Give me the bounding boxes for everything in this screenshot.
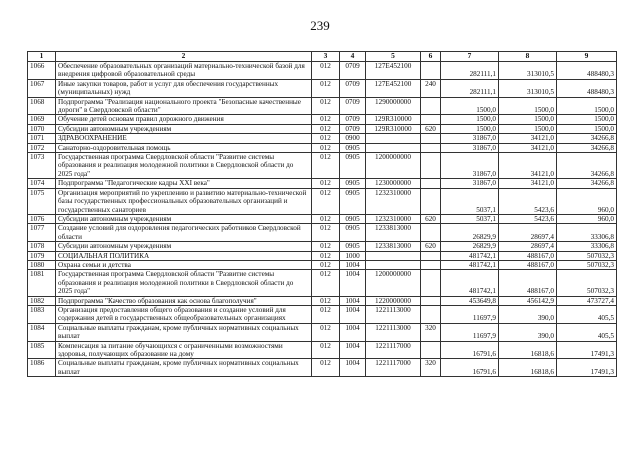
item-name-cell: Субсидии автономным учреждениям (56, 214, 312, 223)
section-code-cell: 0709 (340, 124, 366, 133)
row-number-cell: 1075 (28, 188, 56, 214)
item-name-cell: Иные закупки товаров, работ и услуг для обеспечения государственных (муниципальных) нужд (56, 79, 312, 97)
table-row (28, 341, 617, 359)
amount-year3-cell: 34266,8 (557, 179, 617, 188)
row-number-cell: 1068 (28, 97, 56, 115)
amount-year3-cell: 34266,8 (557, 143, 617, 152)
item-name-cell: Субсидии автономным учреждениям (56, 242, 312, 251)
table-row (28, 115, 617, 124)
row-number-cell: 1067 (28, 79, 56, 97)
section-code-cell: 0905 (340, 188, 366, 214)
amount-year3-cell: 488480,3 (557, 79, 617, 97)
target-article-cell: 1232310000 (366, 188, 421, 214)
amount-year3-cell: 507032,3 (557, 251, 617, 260)
amount-year1-cell: 16791,6 (441, 341, 499, 359)
table-body (28, 62, 617, 377)
table-row (28, 260, 617, 269)
section-code-cell: 0905 (340, 153, 366, 179)
amount-year2-cell: 313010,5 (499, 79, 557, 97)
ministry-code-cell: 012 (312, 251, 340, 260)
amount-year1-cell: 31867,0 (441, 179, 499, 188)
amount-year2-cell: 488167,0 (499, 251, 557, 260)
section-code-cell: 1004 (340, 341, 366, 359)
ministry-code-cell: 012 (312, 359, 340, 377)
amount-year2-cell: 1500,0 (499, 124, 557, 133)
target-article-cell: 1230000000 (366, 179, 421, 188)
amount-year2-cell: 390,0 (499, 323, 557, 341)
section-code-cell: 0900 (340, 134, 366, 143)
expense-type-cell (421, 179, 441, 188)
ministry-code-cell: 012 (312, 296, 340, 305)
item-name-cell: Государственная программа Свердловской области "Развитие системы образования и реализация молодежной политики в Свердловской области до 2025 года" (56, 270, 312, 296)
amount-year1-cell: 481742,1 (441, 270, 499, 296)
section-code-cell: 0905 (340, 224, 366, 242)
amount-year3-cell: 17491,3 (557, 359, 617, 377)
item-name-cell: Санаторно-оздоровительная помощь (56, 143, 312, 152)
target-article-cell: 1221113000 (366, 305, 421, 323)
amount-year1-cell: 26829,9 (441, 242, 499, 251)
section-code-cell: 1004 (340, 323, 366, 341)
amount-year3-cell: 1500,0 (557, 115, 617, 124)
header-cell: 9 (557, 52, 617, 62)
section-code-cell: 0905 (340, 143, 366, 152)
page-number: 239 (310, 18, 330, 33)
amount-year1-cell: 31867,0 (441, 143, 499, 152)
expense-type-cell: 320 (421, 359, 441, 377)
target-article-cell (366, 134, 421, 143)
amount-year1-cell: 11697,9 (441, 323, 499, 341)
ministry-code-cell: 012 (312, 260, 340, 269)
table-row (28, 242, 617, 251)
amount-year1-cell: 31867,0 (441, 134, 499, 143)
amount-year2-cell: 34121,0 (499, 153, 557, 179)
header-cell: 4 (340, 52, 366, 62)
ministry-code-cell: 012 (312, 153, 340, 179)
table-row (28, 62, 617, 80)
item-name-cell: Создание условий для оздоровления педагогических работников Свердловской области (56, 224, 312, 242)
amount-year3-cell: 473727,4 (557, 296, 617, 305)
amount-year2-cell: 5423,6 (499, 188, 557, 214)
item-name-cell: ЗДРАВООХРАНЕНИЕ (56, 134, 312, 143)
row-number-cell: 1081 (28, 270, 56, 296)
amount-year1-cell: 282111,1 (441, 79, 499, 97)
row-number-cell: 1083 (28, 305, 56, 323)
table-row (28, 143, 617, 152)
row-number-cell: 1074 (28, 179, 56, 188)
ministry-code-cell: 012 (312, 179, 340, 188)
expense-type-cell (421, 270, 441, 296)
target-article-cell: 129R310000 (366, 115, 421, 124)
amount-year1-cell: 1500,0 (441, 124, 499, 133)
target-article-cell: 129R310000 (366, 124, 421, 133)
expense-type-cell: 240 (421, 79, 441, 97)
item-name-cell: Охрана семьи и детства (56, 260, 312, 269)
amount-year2-cell: 488167,0 (499, 260, 557, 269)
target-article-cell (366, 260, 421, 269)
section-code-cell: 0905 (340, 242, 366, 251)
row-number-cell: 1070 (28, 124, 56, 133)
amount-year2-cell: 28697,4 (499, 224, 557, 242)
table-row (28, 296, 617, 305)
header-cell: 1 (28, 52, 56, 62)
amount-year1-cell: 26829,9 (441, 224, 499, 242)
item-name-cell: Подпрограмма "Педагогические кадры XXI века" (56, 179, 312, 188)
section-code-cell: 0709 (340, 115, 366, 124)
ministry-code-cell: 012 (312, 323, 340, 341)
amount-year1-cell: 1500,0 (441, 97, 499, 115)
table-row (28, 97, 617, 115)
expense-type-cell (421, 296, 441, 305)
amount-year3-cell: 34266,8 (557, 153, 617, 179)
row-number-cell: 1069 (28, 115, 56, 124)
amount-year2-cell: 1500,0 (499, 97, 557, 115)
amount-year2-cell: 34121,0 (499, 143, 557, 152)
row-number-cell: 1073 (28, 153, 56, 179)
ministry-code-cell: 012 (312, 305, 340, 323)
amount-year2-cell: 16818,6 (499, 359, 557, 377)
row-number-cell: 1084 (28, 323, 56, 341)
amount-year1-cell: 282111,1 (441, 62, 499, 80)
table-row (28, 153, 617, 179)
table-row (28, 188, 617, 214)
table-row (28, 124, 617, 133)
item-name-cell: Государственная программа Свердловской области "Развитие системы образования и реализация молодежной политики в Свердловской области до 2025 года" (56, 153, 312, 179)
ministry-code-cell: 012 (312, 188, 340, 214)
amount-year3-cell: 960,0 (557, 188, 617, 214)
expense-type-cell (421, 260, 441, 269)
amount-year3-cell: 1500,0 (557, 97, 617, 115)
amount-year3-cell: 507032,3 (557, 260, 617, 269)
ministry-code-cell: 012 (312, 115, 340, 124)
table-row (28, 270, 617, 296)
section-code-cell: 1004 (340, 260, 366, 269)
header-cell: 2 (56, 52, 312, 62)
section-code-cell: 1004 (340, 270, 366, 296)
ministry-code-cell: 012 (312, 242, 340, 251)
amount-year1-cell: 481742,1 (441, 260, 499, 269)
item-name-cell: Подпрограмма "Качество образования как основа благополучия" (56, 296, 312, 305)
amount-year1-cell: 5037,1 (441, 214, 499, 223)
amount-year1-cell: 453649,8 (441, 296, 499, 305)
ministry-code-cell: 012 (312, 214, 340, 223)
header-cell: 7 (441, 52, 499, 62)
item-name-cell: Социальные выплаты гражданам, кроме публичных нормативных социальных выплат (56, 359, 312, 377)
ministry-code-cell: 012 (312, 97, 340, 115)
amount-year2-cell: 34121,0 (499, 134, 557, 143)
amount-year2-cell: 456142,9 (499, 296, 557, 305)
table-row (28, 224, 617, 242)
table-row (28, 305, 617, 323)
expense-type-cell: 620 (421, 242, 441, 251)
table-row (28, 323, 617, 341)
ministry-code-cell: 012 (312, 62, 340, 80)
target-article-cell (366, 251, 421, 260)
amount-year3-cell: 34266,8 (557, 134, 617, 143)
section-code-cell: 1000 (340, 251, 366, 260)
table-row (28, 251, 617, 260)
amount-year2-cell: 16818,6 (499, 341, 557, 359)
target-article-cell: 1200000000 (366, 270, 421, 296)
section-code-cell: 1004 (340, 359, 366, 377)
amount-year2-cell: 1500,0 (499, 115, 557, 124)
item-name-cell: Компенсация за питание обучающихся с ограниченными возможностями здоровья, получающих образование на дому (56, 341, 312, 359)
ministry-code-cell: 012 (312, 270, 340, 296)
amount-year3-cell: 1500,0 (557, 124, 617, 133)
amount-year3-cell: 405,5 (557, 305, 617, 323)
expense-type-cell: 620 (421, 124, 441, 133)
row-number-cell: 1071 (28, 134, 56, 143)
amount-year3-cell: 33306,8 (557, 242, 617, 251)
header-cell: 8 (499, 52, 557, 62)
expense-type-cell: 320 (421, 323, 441, 341)
row-number-cell: 1077 (28, 224, 56, 242)
item-name-cell: Субсидии автономным учреждениям (56, 124, 312, 133)
target-article-cell: 1233813000 (366, 224, 421, 242)
row-number-cell: 1076 (28, 214, 56, 223)
target-article-cell: 1220000000 (366, 296, 421, 305)
amount-year1-cell: 31867,0 (441, 153, 499, 179)
header-cell: 3 (312, 52, 340, 62)
expense-type-cell (421, 97, 441, 115)
table-row (28, 359, 617, 377)
amount-year3-cell: 507032,3 (557, 270, 617, 296)
target-article-cell: 127E452100 (366, 79, 421, 97)
amount-year3-cell: 488480,3 (557, 62, 617, 80)
item-name-cell: Подпрограмма "Реализация национального проекта "Безопасные качественные дороги" в Свердловской области" (56, 97, 312, 115)
section-code-cell: 1004 (340, 296, 366, 305)
amount-year1-cell: 1500,0 (441, 115, 499, 124)
expense-type-cell (421, 305, 441, 323)
table-row (28, 79, 617, 97)
section-code-cell: 0709 (340, 79, 366, 97)
expense-type-cell (421, 224, 441, 242)
amount-year3-cell: 405,5 (557, 323, 617, 341)
budget-table (27, 51, 617, 377)
row-number-cell: 1079 (28, 251, 56, 260)
table-row (28, 179, 617, 188)
ministry-code-cell: 012 (312, 341, 340, 359)
row-number-cell: 1078 (28, 242, 56, 251)
item-name-cell: Организация предоставления общего образования и создание условий для содержания детей в государственных общеобразовательных организациях (56, 305, 312, 323)
target-article-cell (366, 143, 421, 152)
item-name-cell: Обучение детей основам правил дорожного движения (56, 115, 312, 124)
expense-type-cell (421, 115, 441, 124)
row-number-cell: 1066 (28, 62, 56, 80)
amount-year1-cell: 11697,9 (441, 305, 499, 323)
amount-year2-cell: 488167,0 (499, 270, 557, 296)
amount-year2-cell: 28697,4 (499, 242, 557, 251)
item-name-cell: СОЦИАЛЬНАЯ ПОЛИТИКА (56, 251, 312, 260)
ministry-code-cell: 012 (312, 124, 340, 133)
section-code-cell: 0709 (340, 97, 366, 115)
target-article-cell: 1221117000 (366, 341, 421, 359)
target-article-cell: 1221113000 (366, 323, 421, 341)
section-code-cell: 0905 (340, 214, 366, 223)
amount-year2-cell: 34121,0 (499, 179, 557, 188)
target-article-cell: 1221117000 (366, 359, 421, 377)
table-row (28, 134, 617, 143)
amount-year1-cell: 481742,1 (441, 251, 499, 260)
expense-type-cell (421, 134, 441, 143)
item-name-cell: Организация мероприятий по укреплению и развитию материально-технической базы государственных профессиональных образовательных организаций и государственных санаториев (56, 188, 312, 214)
amount-year2-cell: 390,0 (499, 305, 557, 323)
expense-type-cell (421, 153, 441, 179)
row-number-cell: 1086 (28, 359, 56, 377)
amount-year2-cell: 313010,5 (499, 62, 557, 80)
row-number-cell: 1072 (28, 143, 56, 152)
target-article-cell: 1233813000 (366, 242, 421, 251)
expense-type-cell (421, 143, 441, 152)
ministry-code-cell: 012 (312, 134, 340, 143)
header-cell: 5 (366, 52, 421, 62)
header-row (28, 52, 617, 62)
header-cell: 6 (421, 52, 441, 62)
expense-type-cell (421, 341, 441, 359)
target-article-cell: 1290000000 (366, 97, 421, 115)
ministry-code-cell: 012 (312, 224, 340, 242)
section-code-cell: 0709 (340, 62, 366, 80)
amount-year3-cell: 33306,8 (557, 224, 617, 242)
row-number-cell: 1082 (28, 296, 56, 305)
target-article-cell: 1232310000 (366, 214, 421, 223)
row-number-cell: 1085 (28, 341, 56, 359)
row-number-cell: 1080 (28, 260, 56, 269)
amount-year3-cell: 960,0 (557, 214, 617, 223)
item-name-cell: Обеспечение образовательных организаций материально-технической базой для внедрения цифровой образовательной среды (56, 62, 312, 80)
amount-year2-cell: 5423,6 (499, 214, 557, 223)
ministry-code-cell: 012 (312, 79, 340, 97)
amount-year1-cell: 5037,1 (441, 188, 499, 214)
item-name-cell: Социальные выплаты гражданам, кроме публичных нормативных социальных выплат (56, 323, 312, 341)
expense-type-cell (421, 188, 441, 214)
section-code-cell: 0905 (340, 179, 366, 188)
expense-type-cell (421, 62, 441, 80)
section-code-cell: 1004 (340, 305, 366, 323)
table-row (28, 214, 617, 223)
target-article-cell: 127E452100 (366, 62, 421, 80)
amount-year3-cell: 17491,3 (557, 341, 617, 359)
target-article-cell: 1200000000 (366, 153, 421, 179)
expense-type-cell (421, 251, 441, 260)
expense-type-cell: 620 (421, 214, 441, 223)
ministry-code-cell: 012 (312, 143, 340, 152)
amount-year1-cell: 16791,6 (441, 359, 499, 377)
